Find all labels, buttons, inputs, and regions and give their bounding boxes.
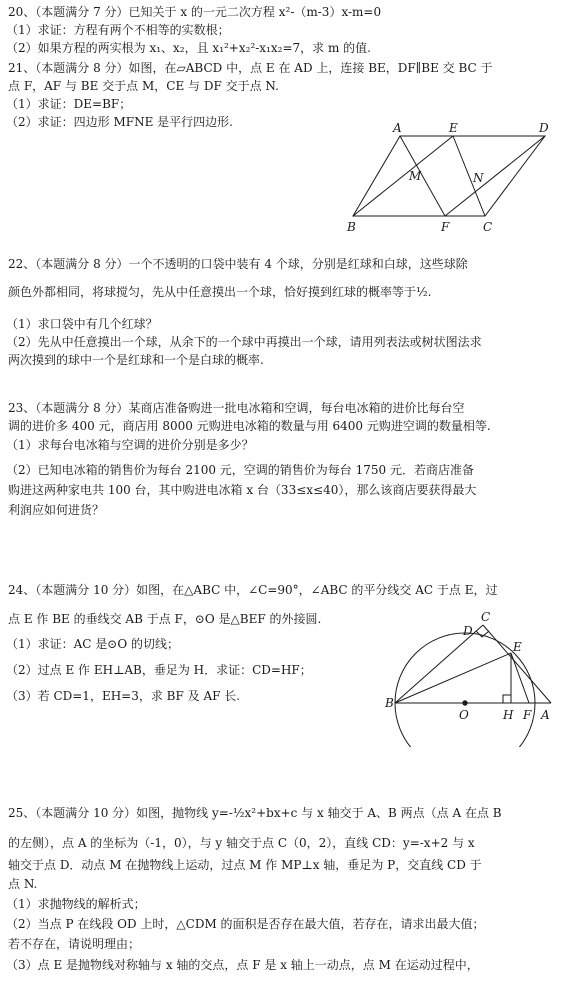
segment-ca: [483, 625, 551, 703]
label-d: D: [463, 624, 473, 638]
label-d: D: [539, 121, 549, 135]
q21-title: 21、（本题满分 8 分）如图，在▱ABCD 中，点 E 在 AD 上，连接 BE，DF∥BE 交 BC 于: [8, 61, 493, 75]
q25-title: 25、（本题满分 10 分）如图，抛物线 y=-½x²+bx+c 与 x 轴交于 A、B 两点（点 A 在点 B: [8, 806, 502, 820]
q23-title: 23、（本题满分 8 分）某商店准备购进一批电冰箱和空调，每台电冰箱的进价比每台空: [8, 401, 465, 415]
right-angle-h: [503, 695, 511, 703]
segment-be: [395, 653, 511, 703]
label-a: A: [541, 708, 550, 722]
label-m: M: [409, 169, 422, 183]
q25-title-cont: 的左侧），点 A 的坐标为（-1，0），与 y 轴交于点 C（0，2），直线 CD：y=-x+2 与 x: [8, 836, 475, 850]
q25-title-cont3: 点 N.: [8, 877, 38, 891]
label-f: F: [441, 220, 450, 234]
label-f: F: [523, 708, 532, 722]
label-o: O: [459, 708, 469, 722]
segment-df: [445, 136, 545, 216]
q24-title-cont: 点 E 作 BE 的垂线交 AB 于点 F，⊙O 是△BEF 的外接圆.: [8, 612, 322, 626]
label-b: B: [385, 696, 394, 710]
q21-title-cont: 点 F，AF 与 BE 交于点 M，CE 与 DF 交于点 N.: [8, 79, 279, 93]
q22-title-cont: 颜色外都相同，将球搅匀，先从中任意摸出一个球，恰好摸到红球的概率等于½.: [8, 285, 432, 299]
q23-part2: （2）已知电冰箱的销售价为每台 2100 元，空调的销售价为每台 1750 元．若商店准备: [6, 463, 474, 477]
q25-part2-cont: 若不存在，请说明理由；: [8, 937, 141, 951]
q24-part1: （1）求证：AC 是⊙O 的切线；: [6, 637, 180, 651]
q24-part3: （3）若 CD=1，EH=3，求 BF 及 AF 长.: [6, 689, 241, 703]
q22-part2: （2）先从中任意摸出一个球，从余下的一个球中再摸出一个球，请用列表法或树状图法求: [6, 335, 482, 349]
label-h: H: [503, 708, 514, 722]
q21-part1: （1）求证：DE=BF；: [6, 97, 132, 111]
label-n: N: [473, 171, 484, 185]
label-e: E: [513, 640, 522, 654]
q23-part1: （1）求每台电冰箱与空调的进价分别是多少？: [6, 438, 254, 452]
label-c: C: [481, 610, 491, 624]
label-e: E: [449, 121, 458, 135]
q21-part2: （2）求证：四边形 MFNE 是平行四边形.: [6, 115, 233, 129]
center-o: [463, 701, 467, 705]
q22-title: 22、（本题满分 8 分）一个不透明的口袋中装有 4 个球，分别是红球和白球，这些球除: [8, 257, 468, 271]
label-b: B: [347, 220, 356, 234]
q20-part1: （1）求证：方程有两个不相等的实数根；: [6, 23, 230, 37]
q25-part1: （1）求抛物线的解析式；: [6, 897, 146, 911]
q25-part2: （2）当点 P 在线段 OD 上时，△CDM 的面积是否存在最大值，若存在，请求出最大值；: [6, 917, 485, 931]
label-c: C: [483, 220, 493, 234]
q24-circle-figure: [383, 607, 563, 747]
q24-part2: （2）过点 E 作 EH⊥AB，垂足为 H．求证：CD=HF；: [6, 663, 312, 677]
q24-title: 24、（本题满分 10 分）如图，在△ABC 中，∠C=90°，∠ABC 的平分线交 AC 于点 E，过: [8, 583, 498, 597]
q25-part3: （3）点 E 是抛物线对称轴与 x 轴的交点，点 F 是 x 轴上一动点，点 M 在运动过程中，: [6, 958, 479, 972]
q20-part2: （2）如果方程的两实根为 x₁、x₂，且 x₁²+x₂²-x₁x₂=7，求 m 的值.: [6, 41, 371, 55]
q21-parallelogram-figure: [335, 118, 560, 236]
q23-part2-cont: 购进这两种家电共 100 台，其中购进电冰箱 x 台（33≤x≤40），那么该商店要获得最大: [8, 483, 477, 497]
q20-title: 20、（本题满分 7 分）已知关于 x 的一元二次方程 x²-（m-3）x-m=0: [8, 5, 382, 19]
q22-part1: （1）求口袋中有几个红球？: [6, 317, 158, 331]
parallelogram-abcd: [353, 136, 545, 216]
label-a: A: [393, 121, 402, 135]
q23-title-cont: 调的进价多 400 元，商店用 8000 元购进电冰箱的数量与用 6400 元购进空调的数量相等.: [8, 419, 491, 433]
q22-part2-cont: 两次摸到的球中一个是红球和一个是白球的概率.: [8, 353, 264, 367]
q23-part2-cont2: 利润应如何进货？: [8, 503, 105, 517]
q25-title-cont2: 轴交于点 D．动点 M 在抛物线上运动，过点 M 作 MP⊥x 轴，垂足为 P，交直线 CD 于: [8, 858, 482, 872]
